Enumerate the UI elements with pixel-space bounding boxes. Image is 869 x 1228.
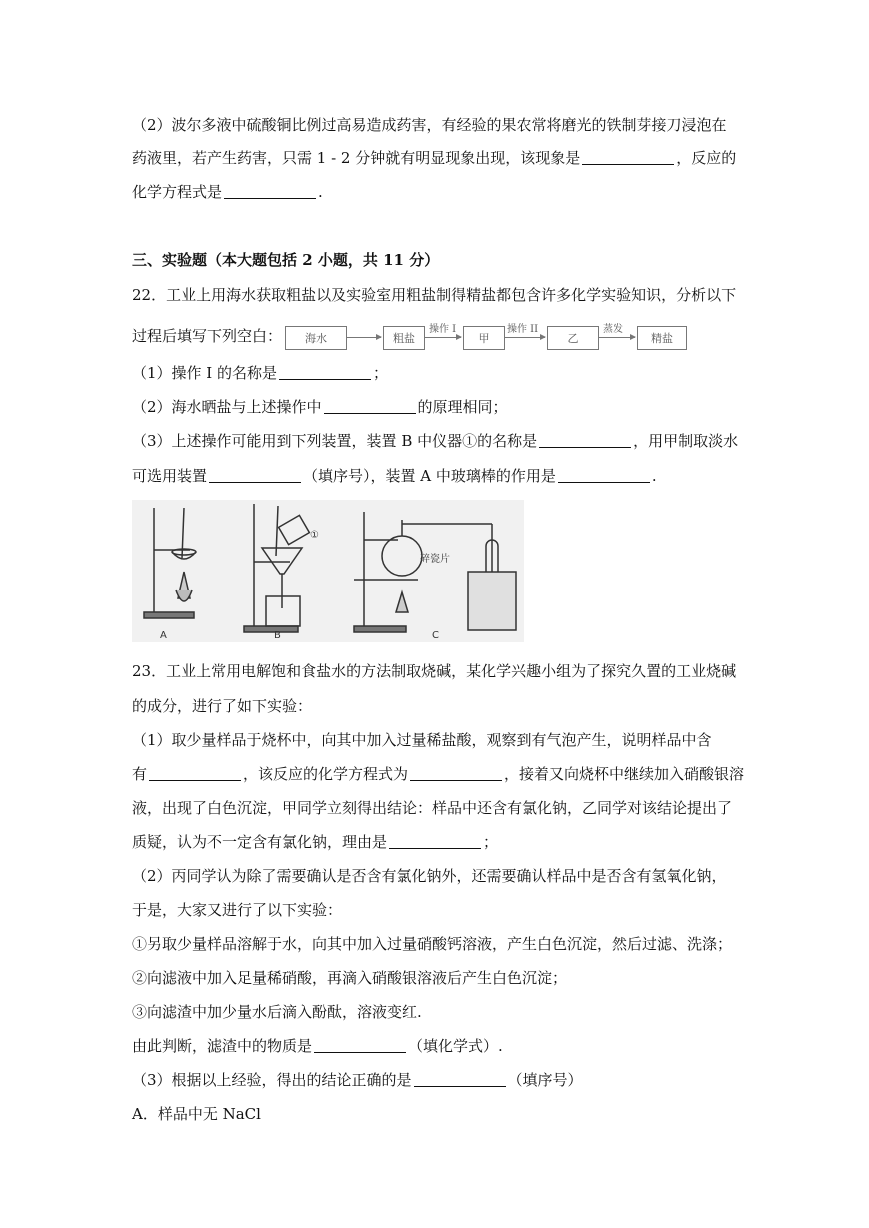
flow-label-evaporate: 蒸发 xyxy=(603,324,623,335)
flow-arrow xyxy=(599,337,635,338)
apparatus-label-c: C xyxy=(432,630,439,641)
q23-part2-line1: （2）丙同学认为除了需要确认是否含有氯化钠外，还需要确认样品中是否含有氢氧化钠， xyxy=(132,867,727,885)
text: . xyxy=(318,183,323,201)
text: （填序号） xyxy=(507,1071,583,1089)
q22-line1: 22．工业上用海水获取粗盐以及实验室用粗盐制得精盐都包含许多化学实验知识，分析以下 xyxy=(132,286,737,304)
q23-step3: ③向滤渣中加少量水后滴入酚酞，溶液变红. xyxy=(132,1003,422,1021)
text: ； xyxy=(483,833,499,851)
section-heading: 三、实验题（本大题包括 2 小题，共 11 分） xyxy=(132,251,440,269)
q22-part3-line2 xyxy=(132,466,657,486)
process-flowchart xyxy=(285,323,705,353)
q21-part2-line3 xyxy=(132,182,323,202)
flow-box-yi: 乙 xyxy=(547,326,599,350)
apparatus-label-a: A xyxy=(160,630,167,641)
text: 化学方程式是 xyxy=(132,183,223,201)
text: （2）海水晒盐与上述操作中 xyxy=(132,398,322,416)
callout-b-label: ① xyxy=(310,530,319,541)
text: 有 xyxy=(132,765,148,783)
text: （填序号），装置 A 中玻璃棒的作用是 xyxy=(303,467,556,485)
text: 质疑，认为不一定含有氯化钠，理由是 xyxy=(132,833,388,851)
text: 的原理相同； xyxy=(417,398,508,416)
apparatus-label-b: B xyxy=(274,630,281,641)
text: ，接着又向烧杯中继续加入硝酸银溶 xyxy=(504,765,745,783)
answer-blank[interactable] xyxy=(389,833,481,849)
q23-part1-line2 xyxy=(132,764,744,784)
text: 由此判断，滤渣中的物质是 xyxy=(132,1037,313,1055)
text: （3）上述操作可能用到下列装置，装置 B 中仪器①的名称是 xyxy=(132,432,538,450)
q22-line2: 过程后填写下列空白： xyxy=(132,327,283,345)
answer-blank[interactable] xyxy=(558,467,650,483)
text: . xyxy=(651,467,657,485)
answer-blank[interactable] xyxy=(314,1037,406,1053)
text: ，反应的 xyxy=(676,149,737,167)
text: （填化学式）. xyxy=(408,1037,503,1055)
flow-box-seawater: 海水 xyxy=(285,326,347,350)
flow-arrow xyxy=(347,337,381,338)
answer-blank[interactable] xyxy=(224,183,316,199)
answer-blank[interactable] xyxy=(410,765,502,781)
q23-part1-line4 xyxy=(132,832,498,852)
q22-part2 xyxy=(132,397,508,417)
q21-part2-line1: （2）波尔多液中硫酸铜比例过高易造成药害，有经验的果农常将磨光的铁制芽接刀浸泡在 xyxy=(132,116,727,134)
callout-c-label: 碎瓷片 xyxy=(420,554,450,565)
flow-label-op2: 操作 II xyxy=(507,324,539,335)
q23-line1: 23．工业上常用电解饱和食盐水的方法制取烧碱，某化学兴趣小组为了探究久置的工业烧碱 xyxy=(132,662,737,680)
q23-part1-line1: （1）取少量样品于烧杯中，向其中加入过量稀盐酸，观察到有气泡产生，说明样品中含 xyxy=(132,731,712,749)
answer-blank[interactable] xyxy=(414,1071,506,1087)
text: （3）根据以上经验，得出的结论正确的是 xyxy=(132,1071,412,1089)
text: 药液里，若产生药害，只需 1 - 2 分钟就有明显现象出现，该现象是 xyxy=(132,149,581,167)
answer-blank[interactable] xyxy=(539,432,631,448)
answer-blank[interactable] xyxy=(324,398,416,414)
q23-part2-conclusion xyxy=(132,1036,503,1056)
text: ，该反应的化学方程式为 xyxy=(243,765,409,783)
q23-part2-line2: 于是，大家又进行了以下实验： xyxy=(132,901,343,919)
flow-arrow xyxy=(425,337,461,338)
diagram-background xyxy=(132,500,524,642)
flow-box-crude-salt: 粗盐 xyxy=(383,326,425,350)
flow-box-jia: 甲 xyxy=(463,326,505,350)
q23-part1-line3: 液，出现了白色沉淀，甲同学立刻得出结论：样品中还含有氯化钠，乙同学对该结论提出了 xyxy=(132,799,733,817)
flow-arrow xyxy=(505,337,545,338)
flow-box-fine-salt: 精盐 xyxy=(637,326,687,350)
q23-part3 xyxy=(132,1070,583,1090)
q23-step1: ①另取少量样品溶解于水，向其中加入过量硝酸钙溶液，产生白色沉淀，然后过滤、洗涤； xyxy=(132,935,733,953)
q23-line2: 的成分，进行了如下实验： xyxy=(132,697,313,715)
text: ； xyxy=(373,364,389,382)
text: 可选用装置 xyxy=(132,467,208,485)
q22-part1 xyxy=(132,363,388,383)
q21-part2-line2 xyxy=(132,148,736,168)
q22-part3-line1 xyxy=(132,431,738,451)
flow-label-op1: 操作 I xyxy=(429,324,457,335)
answer-blank[interactable] xyxy=(209,467,301,483)
answer-blank[interactable] xyxy=(279,364,371,380)
text: ，用甲制取淡水 xyxy=(633,432,739,450)
apparatus-diagram xyxy=(132,500,524,642)
answer-blank[interactable] xyxy=(582,149,674,165)
q23-option-a: A．样品中无 NaCl xyxy=(132,1105,261,1123)
q23-step2: ②向滤液中加入足量稀硝酸，再滴入硝酸银溶液后产生白色沉淀； xyxy=(132,969,568,987)
text: （1）操作 I 的名称是 xyxy=(132,364,278,382)
answer-blank[interactable] xyxy=(149,765,241,781)
